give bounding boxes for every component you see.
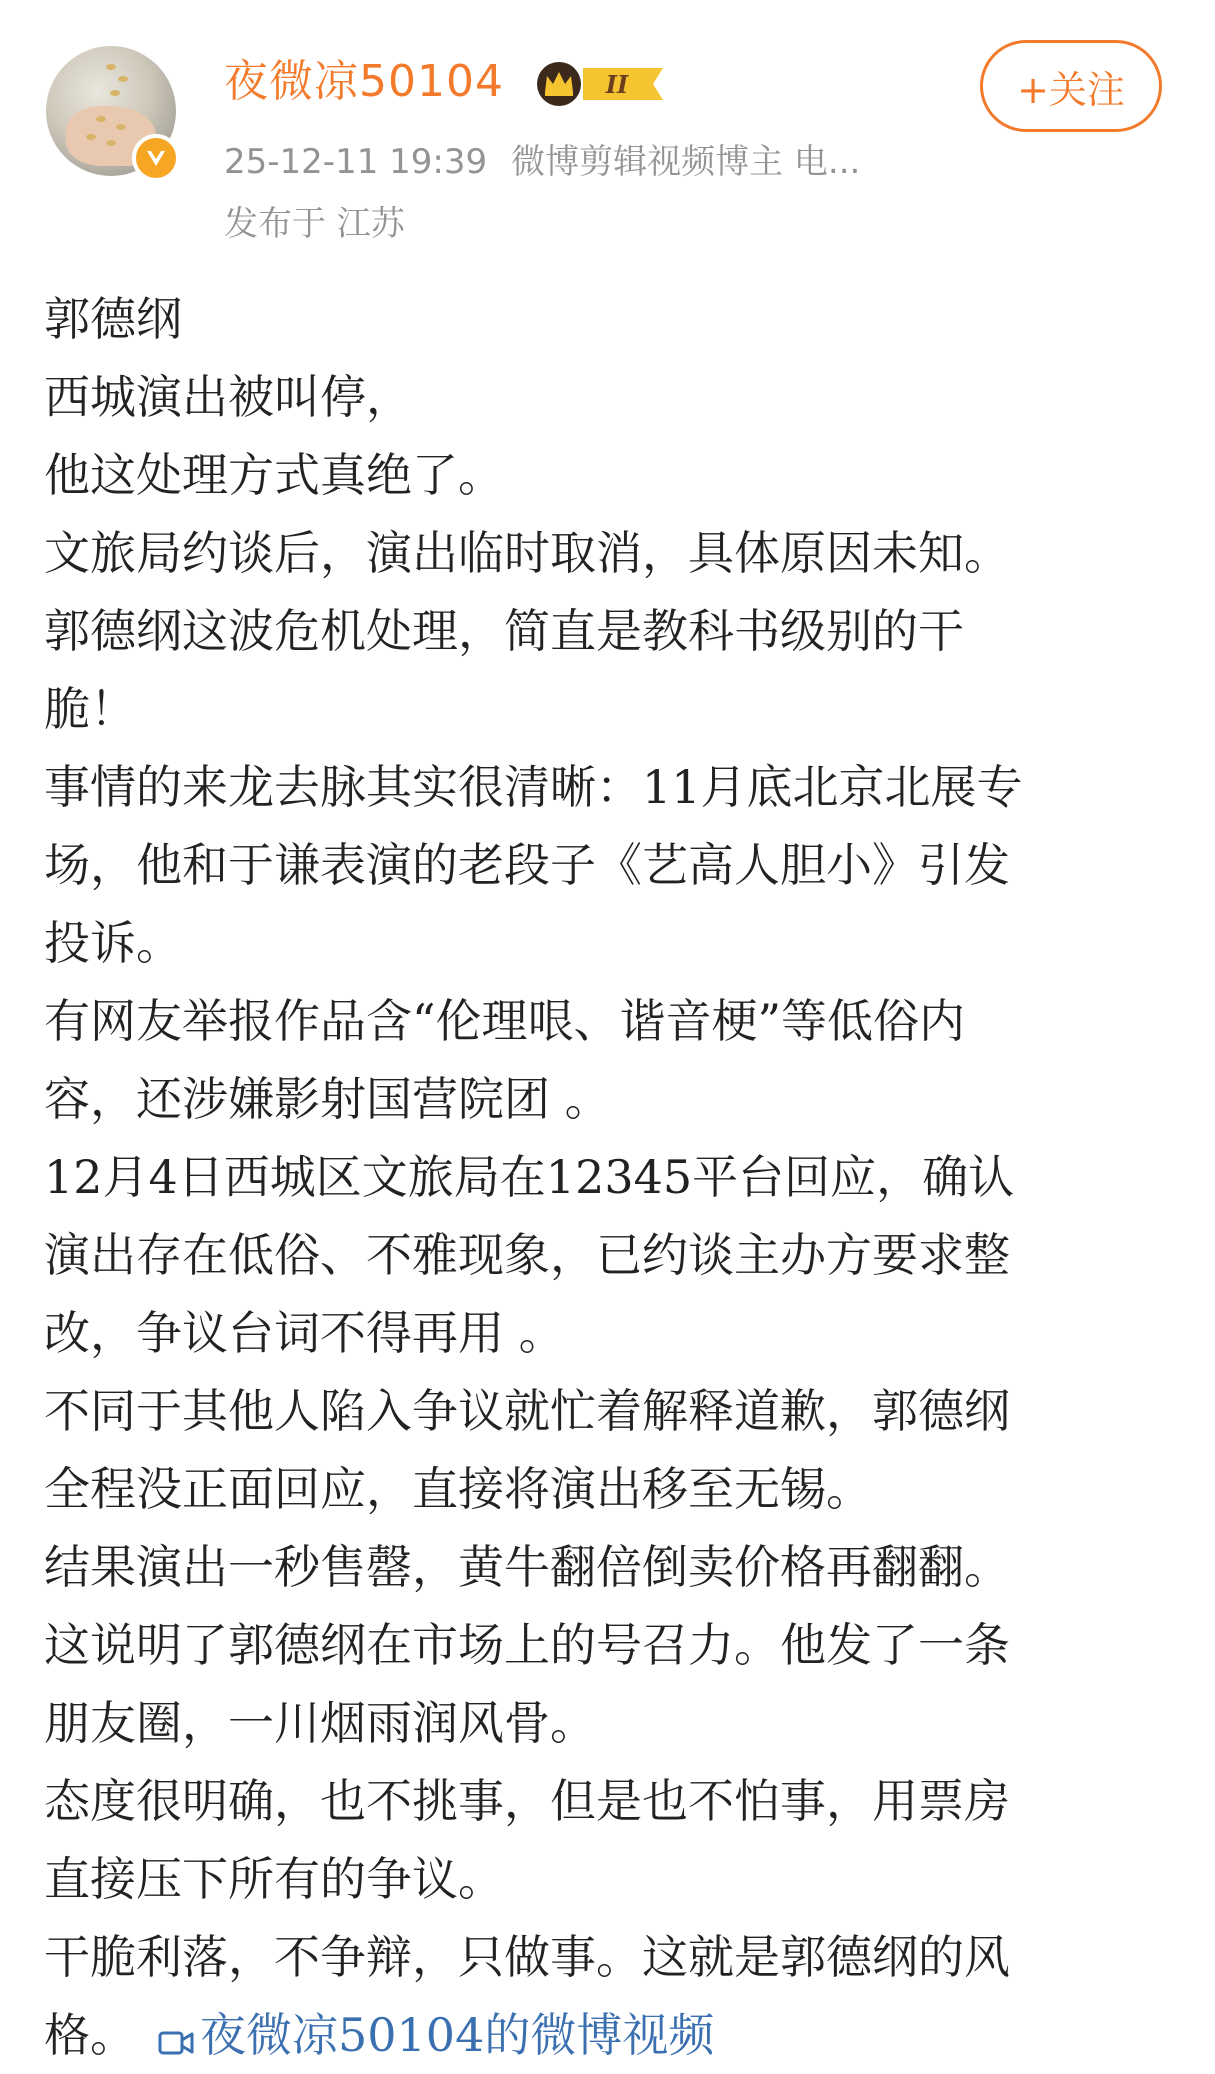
grain-shape (106, 64, 116, 70)
video-link-label: 夜微凉50104的微博视频 (200, 2008, 715, 2062)
post-text-line: 态度很明确，也不挑事，但是也不怕事，用票房 (44, 1774, 1010, 1828)
post-text-line: 场，他和于谦表演的老段子《艺高人胆小》引发 (44, 838, 1010, 892)
author-name[interactable]: 夜微凉50104 (224, 56, 504, 107)
grain-shape (96, 116, 106, 122)
post-text-line: 结果演出一秒售罄，黄牛翻倍倒卖价格再翻翻。 (44, 1540, 1010, 1594)
post-text-line: 格。 (44, 2008, 136, 2062)
post-text-line: 全程没正面回应，直接将演出移至无锡。 (44, 1462, 872, 1516)
post-text-line: 不同于其他人陷入争议就忙着解释道歉，郭德纲 (44, 1384, 1010, 1438)
grain-shape (106, 140, 116, 146)
grain-shape (110, 90, 120, 96)
post-text-line: 西城演出被叫停， (44, 370, 412, 424)
post-text-line: 演出存在低俗、不雅现象，已约谈主办方要求整 (44, 1228, 1010, 1282)
video-camera-icon (158, 2029, 194, 2057)
follow-button[interactable]: +关注 (980, 40, 1162, 132)
post-text-line: 事情的来龙去脉其实很清晰：11月底北京北展专 (44, 760, 1023, 814)
post-text-line: 改，争议台词不得再用 。 (44, 1306, 565, 1360)
post-text-line: 投诉。 (44, 916, 182, 970)
crown-level-badge-icon (535, 60, 671, 108)
post-text-line: 朋友圈，一川烟雨润风骨。 (44, 1696, 596, 1750)
author-tag[interactable]: 微博剪辑视频博主 电... (511, 142, 861, 182)
post-text-line: 文旅局约谈后，演出临时取消，具体原因未知。 (44, 526, 1010, 580)
post-body (44, 280, 1184, 2074)
post-text-line: 12月4日西城区文旅局在12345平台回应，确认 (44, 1150, 1015, 1204)
post-text-last-line (44, 1996, 1184, 2074)
post-text-line: 干脆利落，不争辩，只做事。这就是郭德纲的风 (44, 1930, 1010, 1984)
post-text-line: 郭德纲这波危机处理，简直是教科书级别的干 (44, 604, 964, 658)
post-text-line: 容，还涉嫌影射国营院团 。 (44, 1072, 611, 1126)
grain-shape (86, 134, 96, 140)
grain-shape (116, 124, 126, 130)
post-location: 发布于 江苏 (224, 204, 405, 244)
post-text-line: 这说明了郭德纲在市场上的号召力。他发了一条 (44, 1618, 1010, 1672)
verified-badge-icon (132, 134, 180, 182)
post-text-line: 脆！ (44, 682, 136, 736)
post-text-line: 直接压下所有的争议。 (44, 1852, 504, 1906)
post-text-line: 有网友举报作品含“伦理哏、谐音梗”等低俗内 (44, 994, 966, 1048)
post-meta (224, 140, 860, 184)
video-link[interactable] (158, 2008, 714, 2062)
post-timestamp: 25-12-11 19:39 (224, 142, 488, 182)
post-text-line: 他这处理方式真绝了。 (44, 448, 504, 502)
post-text-line: 郭德纲 (44, 292, 182, 346)
post-header (0, 0, 1215, 260)
level-badge-text: II (605, 70, 629, 99)
grain-shape (118, 76, 128, 82)
